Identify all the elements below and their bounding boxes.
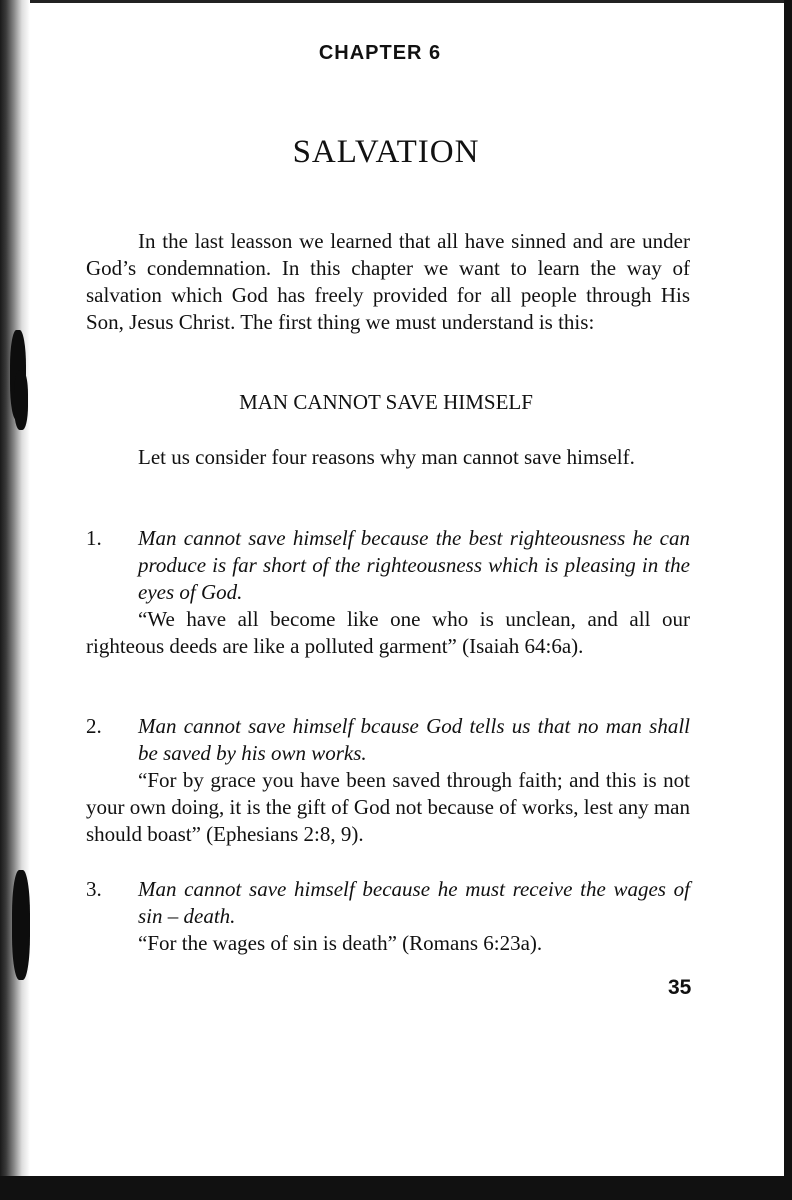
intro-paragraph: In the last leasson we learned that all have sinned and are under God’s condemnation. In this chapter we want to learn the way of salvation which God has freely provided for all people through His Son, Jesus Christ. The first thing we must understand is this: (86, 229, 690, 334)
page-title: SALVATION (292, 134, 480, 170)
scan-edge-bottom (0, 1176, 792, 1200)
reason-number: 1. (86, 526, 102, 550)
section-heading: MAN CANNOT SAVE HIMSELF (239, 390, 533, 414)
chapter-label: CHAPTER 6 (318, 42, 442, 64)
reason-number: 3. (86, 877, 102, 901)
scan-edge-right (784, 0, 792, 1200)
reason-quote: “For by grace you have been saved through faith; and this is not your own doing, it is the gift of God not because of works, lest any man should boast” (Ephesians 2:8, 9). (86, 768, 690, 846)
reason-statement: Man cannot save himself because he must receive the wages of sin – death. (138, 877, 690, 928)
book-spine-shadow (0, 0, 30, 1200)
reason-quote: “We have all become like one who is unclean, and all our righteous deeds are like a polluted garment” (Isaiah 64:6a). (86, 607, 690, 658)
section-lead: Let us consider four reasons why man cannot save himself. (138, 445, 635, 469)
reason-number: 2. (86, 714, 102, 738)
reason-statement: Man cannot save himself bcause God tells us that no man shall be saved by his own works. (138, 714, 690, 765)
reason-statement: Man cannot save himself because the best righteousness he can produce is far short of the righteousness which is pleasing in the eyes of God. (138, 526, 690, 604)
spine-mark (12, 870, 30, 980)
page-number: 35 (668, 976, 692, 999)
scan-edge-top (0, 0, 792, 3)
reason-quote: “For the wages of sin is death” (Romans 6:23a). (138, 931, 543, 955)
